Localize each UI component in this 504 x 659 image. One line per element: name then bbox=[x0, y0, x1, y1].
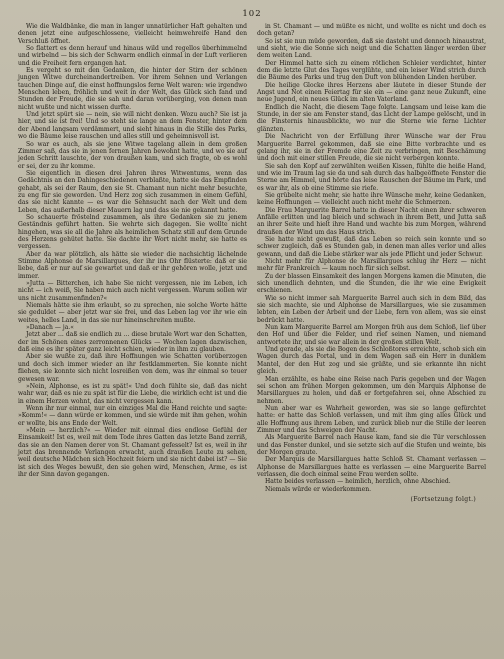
paragraph: Aber sie wußte zu, daß ihre Hoffnungen wie Schatten vorüberzogen und doch sich immer wieder an ihr festklammerten. Sie konnte nicht fliehen, sie konnte sich nicht losreißen von dem, was ihr einmal so teuer gewesen war. bbox=[18, 353, 247, 383]
page-number: 102 bbox=[242, 9, 262, 19]
paragraph: Aber da war plötzlich, als hätte sie wieder die nachsichtig lächelnde Stimme Alphonse de Marsillargues, der ihr ins Ohr flüsterte: daß er sie liebe, daß er nur auf sie gewartet und daß er ihr gehören wolle, jetzt und immer. bbox=[18, 250, 247, 280]
paragraph: Niemals hätte sie ihm erlaubt, so zu sprechen, nie solche Worte hätte sie geduldet — aber jetzt war sie frei, und das Leben lag vor ihr wie ein weites, helles Land, in das sie nur hineinschreiten mußte. bbox=[18, 302, 247, 324]
paragraph: Nun kam Marguerite Barrel am Morgen früh aus dem Schloß, lief über den Hof und über die Felder, und rief seinen Namen, und niemand antwortete ihr, und sie war allein in der großen stillen Welt. bbox=[257, 324, 486, 346]
paragraph: Man erzählte, es habe eine Reise nach Paris gegeben und der Wagen sei schon am frühen Morgen gekommen, um den Marquis Alphonse de Marsillargues zu holen, und daß er fortgefahren sei, ohne Abschied zu nehmen. bbox=[257, 375, 486, 405]
paragraph: Wie die Waldbänke, die man in langer unnatürlicher Haft gehalten und denen jetzt eine aufgeschlossene, vielleicht heimwehreife Hand den Verschluß öffnet. bbox=[18, 23, 247, 45]
paragraph: Der Himmel hatte sich zu einem rötlichen Schleier verdichtet, hinter dem die letzte Glut des Tages verglühte, und ein leiser Wind strich durch die Bäume des Parks und trug den Duft von blühenden Linden herüber. bbox=[257, 59, 486, 82]
paragraph: »Danach — ja.« bbox=[26, 324, 74, 332]
paragraph: Die Frau Marguerite Barrel hatte in dieser Nacht einen ihrer schweren Anfälle erlitten und lag bleich und schwach in ihrem Bett, und Jutta saß an ihrer Seite und hielt ihre Hand und wachte bis zum Morgen, während draußen der Wind um das Haus strich. bbox=[257, 206, 486, 236]
paragraph: Und gerade, als sie die Bogen des Schloßtores erreichte, schob sich ein Wagen durch das Portal, und in dem Wagen saß ein Herr in dunklem Mantel, der den Hut zog und sie grüßte, und sie erkannte ihn nicht gleich. bbox=[257, 346, 486, 376]
paragraph: So flattert es denn herauf und hinaus wild und regellos überhimmelnd und wirbelnd — bis sich der Schwarm endlich einmal in der Luft verlieren und die Freiheit fern ergangen hat. bbox=[18, 45, 247, 67]
paragraph: »Jutta — Bitterchen, ich habe Sie nicht vergessen, nie im Leben, ich nicht — ich weiß, Sie haben mich auch nicht vergessen. Warum sollen wir uns nicht zusammenfinden?« bbox=[18, 280, 247, 302]
paragraph: in St. Chamant — und müßte es nicht, und wollte es nicht und doch es doch getan? bbox=[257, 23, 486, 38]
paragraph: Der Marquis de Marsillargues hatte Schloß St. Chamant verlassen — Alphonse de Marsillargues hatte es verlassen — eine Marguerite Barrel verlassen, die doch einmal seine Frau werden sollte. bbox=[257, 456, 486, 478]
paragraph: Als Marguerite Barrel nach Hause kam, fand sie die Tür verschlossen und das Fenster dunkel, und sie setzte sich auf die Stufen und weinte, bis der Morgen graute. bbox=[257, 434, 486, 456]
paragraph: Die Nachricht von der Erfüllung ihrer Wünsche war der Frau Marguerite Barrel gekommen, daß sie eine Bitte vorbrachte und es gelang ihr, sie in der Fremde eine Zeit zu verbringen, mit Beschämung und doch mit einer stillen Freude, die sie nicht verbergen konnte. bbox=[257, 133, 486, 163]
paragraph: Sie hatte nicht gewußt, daß das Leben so reich sein konnte und so schwer zugleich, daß es Stunden gab, in denen man alles verlor und alles gewann, und daß die Liebe stärker war als jede Pflicht und jeder Schwur. bbox=[257, 235, 486, 258]
text-columns bbox=[18, 23, 486, 503]
paragraph: So war es auch, als sie jene Witwe tagelang allein in dem großen Zimmer saß, das sie in jenen fernen Jahren bewohnt hatte, und wo sie auf jeden Schritt lauschte, der von draußen kam, und sich fragte, ob es wohl er sei, der zu ihr komme. bbox=[18, 140, 247, 170]
paragraph: Zu der blassen Einsamkeit des langen Morgens kamen die Minuten, die sich unendlich dehnten, und die Stunden, die ihr wie eine Ewigkeit erschienen. bbox=[257, 272, 486, 295]
paragraph: Es vergeht so mit den Gedanken, die hinter der Stirn der schönen jungen Witwe durcheinandertreiben. Vor ihrem Sehnen und Verlangen tauchen Dinge auf, die einst hoffnungslos ferne Welt waren: wie irgendwo Menschen leben, fröhlich und weit in der Welt, das Glück sich fand und Stunden der Freude, die sie sah und daran vorüberging, von denen man nicht wußte und nicht wissen durfte. bbox=[18, 67, 247, 111]
paragraph: »Nein, Alphonse, es ist zu spät!« Und doch fühlte sie, daß das nicht wahr war, daß es nie zu spät ist für die Liebe, die wirklich echt ist und die in einem Herzen wohnt, das nicht vergessen kann. bbox=[18, 382, 247, 405]
paragraph: Sie sah den Kopf auf zerwühlten weißen Kissen, fühlte die heiße Hand, und wie im Traum lag sie da und sah durch das halbgeöffnete Fenster die Sterne am Himmel, und hörte das leise Rauschen der Bäume im Park, und es war ihr, als ob eine Stimme sie riefe. bbox=[257, 162, 486, 192]
paragraph: So ist sie nun müde geworden, daß sie dasteht und dennoch hinaustrat, und sieht, wie die Sonne sich neigt und die Schatten länger werden über dem weiten Land. bbox=[257, 37, 486, 60]
paragraph: Die heilige Glocke ihres Herzens aber läutete in dieser Stunde der Angst und Not einen Feiertag für sie ein — eine ganz neue Zukunft, eine neue Jugend, ein neues Glück im alten Vaterland. bbox=[257, 81, 486, 104]
right-column bbox=[257, 23, 486, 503]
paragraph: Wie so nicht immer sah Marguerite Barrel auch sich in dem Bild, das sie sich machte, sie und Alphonse de Marsillargues, wie sie zusammen lebten, ein Leben der Arbeit und der Liebe, fern von allem, was sie einst bedrückt hatte. bbox=[257, 294, 486, 324]
paragraph: Wenn ihr nur einmal, nur ein einziges Mal die Hand reichte und sagte: »Komm!« — dann würde er kommen, und sie würde mit ihm gehen, wohin er wollte, bis ans Ende der Welt. bbox=[18, 404, 247, 427]
paragraph: Niemals würde er wiederkommen. bbox=[265, 485, 372, 493]
paragraph: Endlich die Nacht, die diesem Tage folgte. Langsam und leise kam die Stunde, in der sie am Fenster stand, das Licht der Lampe gelöscht, und in die Finsternis hinausblickte, wo nur die Sterne wie ferne Lichter glänzten. bbox=[257, 103, 486, 133]
continuation-note: (Fortsetzung folgt.) bbox=[410, 496, 476, 503]
paragraph: So schauerte fröstelnd zusammen, als ihre Gedanken sie zu jenem Geständnis geführt hatten. Sie wehrte sich dagegen. Sie wollte nicht hingehen, was sie all die Jahre als heimlichen Schatz still auf dem Grunde des Herzens gehütet hatte. Sie dachte ihr Wort nicht mehr, sie hatte es vergessen. bbox=[18, 213, 247, 251]
paragraph: Jetzt aber ... daß sie endlich zu ... diese brutale Wort war den Schatten, der im Schönen eines zerronnenen Glücks — Wochen lagen dazwischen, daß eine es ihr später ganz leicht schien, wieder in ihm zu glauben. bbox=[18, 331, 247, 354]
paragraph: Sie grübelte nicht mehr, sie hatte ihre Wünsche mehr, keine Gedanken, keine Hoffnungen — vielleicht auch nicht mehr die Schmerzen. bbox=[257, 191, 486, 207]
paragraph: Nicht mehr für Alphonse de Marsillargues schlug ihr Herz — nicht mehr für Frankreich — kaum noch für sich selbst. bbox=[257, 258, 486, 273]
paragraph: Und jetzt spürt sie — nein, sie will nicht denken. Wozu auch? Sie ist ja hier, und sie ist frei! Und so steht sie lange an dem Fenster, hinter dem der Abend langsam verdämmert, und sieht hinaus in die Stille des Parks, wo die Bäume leise rauschen und alles still und geheimnisvoll ist. bbox=[18, 111, 247, 141]
paragraph: Nun aber war es Wahrheit geworden, was sie so lange gefürchtet hatte: er hatte das Schloß verlassen, und mit ihm ging alles Glück und alle Hoffnung aus ihrem Leben, und zurück blieb nur die Stille der leeren Zimmer und das Schweigen der Nacht. bbox=[257, 404, 486, 434]
left-column bbox=[18, 23, 247, 503]
paragraph: »Mein — herzlich?« — Wieder mit einmal dies endlose Gefühl der Einsamkeit! Ist es, weil mit dem Tode ihres Gatten das letzte Band zerriß, das sie an den Namen derer von St. Chamant gefesselt? Ist es, weil in ihr jetzt das brennende Verlangen erwacht, auch draußen Leute zu sehen, weil deutsche Mädchen sich Hochzeit feiern und sie nicht dabei ist? — Sie ist sich des Weges bewußt, den sie gehen wird, Menschen, Arme, es ist ihr der Sinn davon gegangen. bbox=[18, 426, 247, 478]
paragraph: Hatte beides verlassen — heimlich, herzlich, ohne Abschied. bbox=[265, 478, 451, 486]
paragraph: Sie eigentlich in diesen drei Jahren ihres Witwentums, wenn das Gedächtnis an den Dahingeschiedenen verblaßte, hatte sie das Empfinden gehabt, als sei der Raum, den sie St. Chamant nun nicht mehr besuchte, zu eng für sie geworden. Und Herz zog sich zusammen in einem Gefühl, das sie nicht kannte — es war die Sehnsucht nach der Welt und dem Leben, das außerhalb dieser Mauern lag und das sie nie gekannt hatte. bbox=[18, 169, 247, 214]
